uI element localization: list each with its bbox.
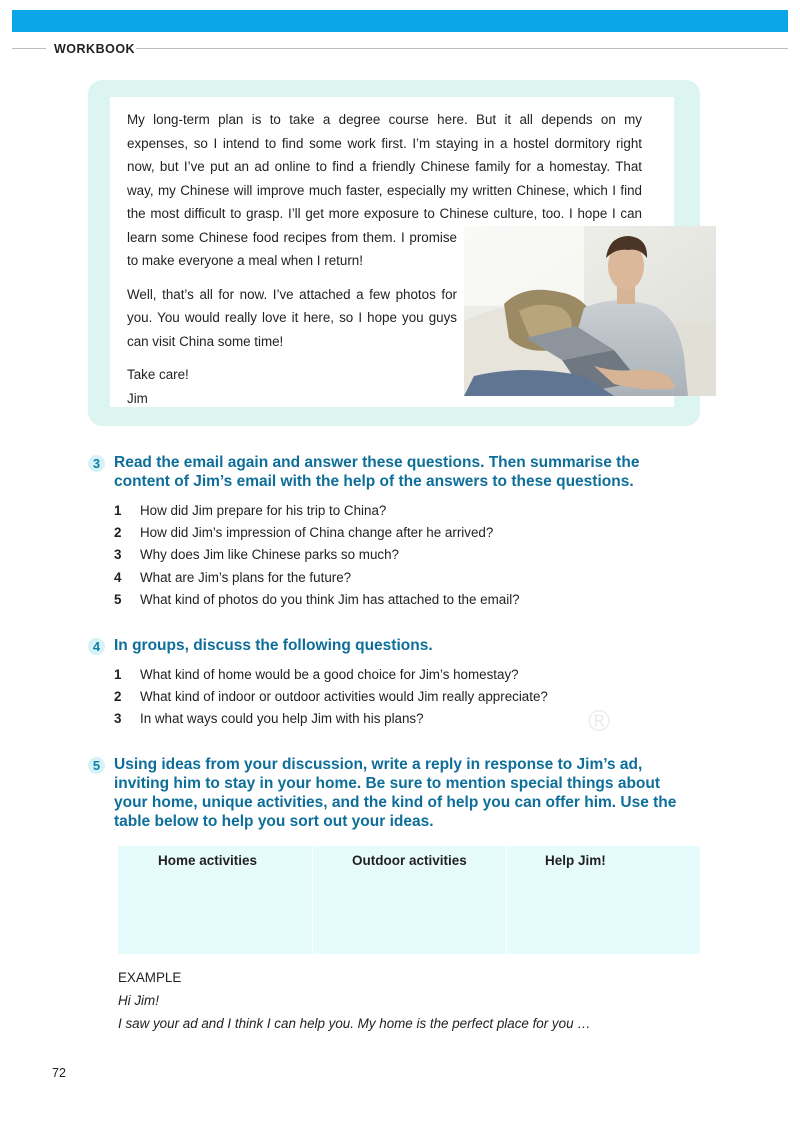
email-line: now, but I’ve put an ad online to find a friendly Chinese family for a homestay. That — [127, 159, 642, 174]
table-column[interactable] — [506, 846, 700, 954]
header-rule-left — [12, 48, 46, 49]
example-label: EXAMPLE — [118, 970, 182, 985]
list-item: 3 In what ways could you help Jim with his plans? — [114, 711, 424, 727]
email-line: way, my Chinese will improve much faster, especially my written Chinese, which I find — [127, 182, 642, 198]
list-item: 4 What are Jim’s plans for the future? — [114, 569, 352, 585]
list-item: 1 How did Jim prepare for his trip to China? — [114, 503, 387, 518]
list-item: 5 What kind of photos do you think Jim has attached to the email? — [114, 591, 520, 607]
email-signature: Jim — [127, 390, 148, 406]
table-column[interactable] — [118, 846, 313, 954]
email-line: expenses, so I intend to find some work first. I’m staying in a hostel dormitory right — [127, 135, 642, 151]
exercise-number-badge: 4 — [88, 638, 105, 655]
question-list — [114, 500, 520, 611]
list-item: 1 What kind of home would be a good choice for Jim’s homestay? — [114, 667, 519, 682]
table-column[interactable] — [312, 846, 507, 954]
list-item: 2 What kind of indoor or outdoor activities would Jim really appreciate? — [114, 689, 548, 705]
exercise-heading: Read the email again and answer these questions. Then summarise the content of Jim’s email with the help of the answers to these questions. — [114, 454, 640, 490]
email-line: My long-term plan is to take a degree course here. But it all depends on my — [127, 112, 642, 127]
ideas-table — [118, 846, 700, 954]
example-block — [118, 966, 591, 1035]
exercise-number-badge: 3 — [88, 455, 105, 472]
workbook-label: WORKBOOK — [54, 42, 136, 56]
email-line: you. You would really love it here, so I hope you guys — [127, 310, 457, 325]
photo-man-with-laptop — [464, 226, 716, 396]
exercise-heading: Using ideas from your discussion, write a reply in response to Jim’s ad, inviting him to stay in your home. Be sure to mention special things about your home, unique activities, and the kind of help you can offer him. Use the table below to help you sort out your ideas. — [114, 756, 677, 830]
email-line: to make everyone a meal when I return! — [127, 253, 363, 268]
table-header-outdoor-activities: Outdoor activities — [352, 853, 467, 868]
email-signoff: Take care! — [127, 367, 189, 382]
email-line: the most difficult to grasp. I’ll get more exposure to Chinese culture, too. I hope I can — [127, 206, 642, 221]
exercise-heading: In groups, discuss the following questions. — [114, 637, 433, 654]
table-header-home-activities: Home activities — [158, 853, 258, 868]
list-item: 2 How did Jim’s impression of China change after he arrived? — [114, 525, 494, 541]
list-item: 3 Why does Jim like Chinese parks so much? — [114, 547, 399, 563]
example-line: Hi Jim! — [118, 993, 159, 1008]
header-rule-right — [136, 48, 788, 49]
registered-watermark: ® — [588, 705, 611, 738]
exercise-number-badge: 5 — [88, 757, 105, 774]
page-number: 72 — [52, 1066, 66, 1080]
top-accent-bar — [12, 10, 788, 32]
email-line: learn some Chinese food recipes from them. I promise — [127, 229, 457, 245]
example-line: I saw your ad and I think I can help you. My home is the perfect place for you … — [118, 1016, 591, 1031]
email-line: Well, that’s all for now. I’ve attached a few photos for — [127, 286, 457, 302]
table-header-help-jim: Help Jim! — [545, 853, 606, 868]
email-line: can visit China some time! — [127, 333, 284, 349]
question-list — [114, 664, 548, 731]
